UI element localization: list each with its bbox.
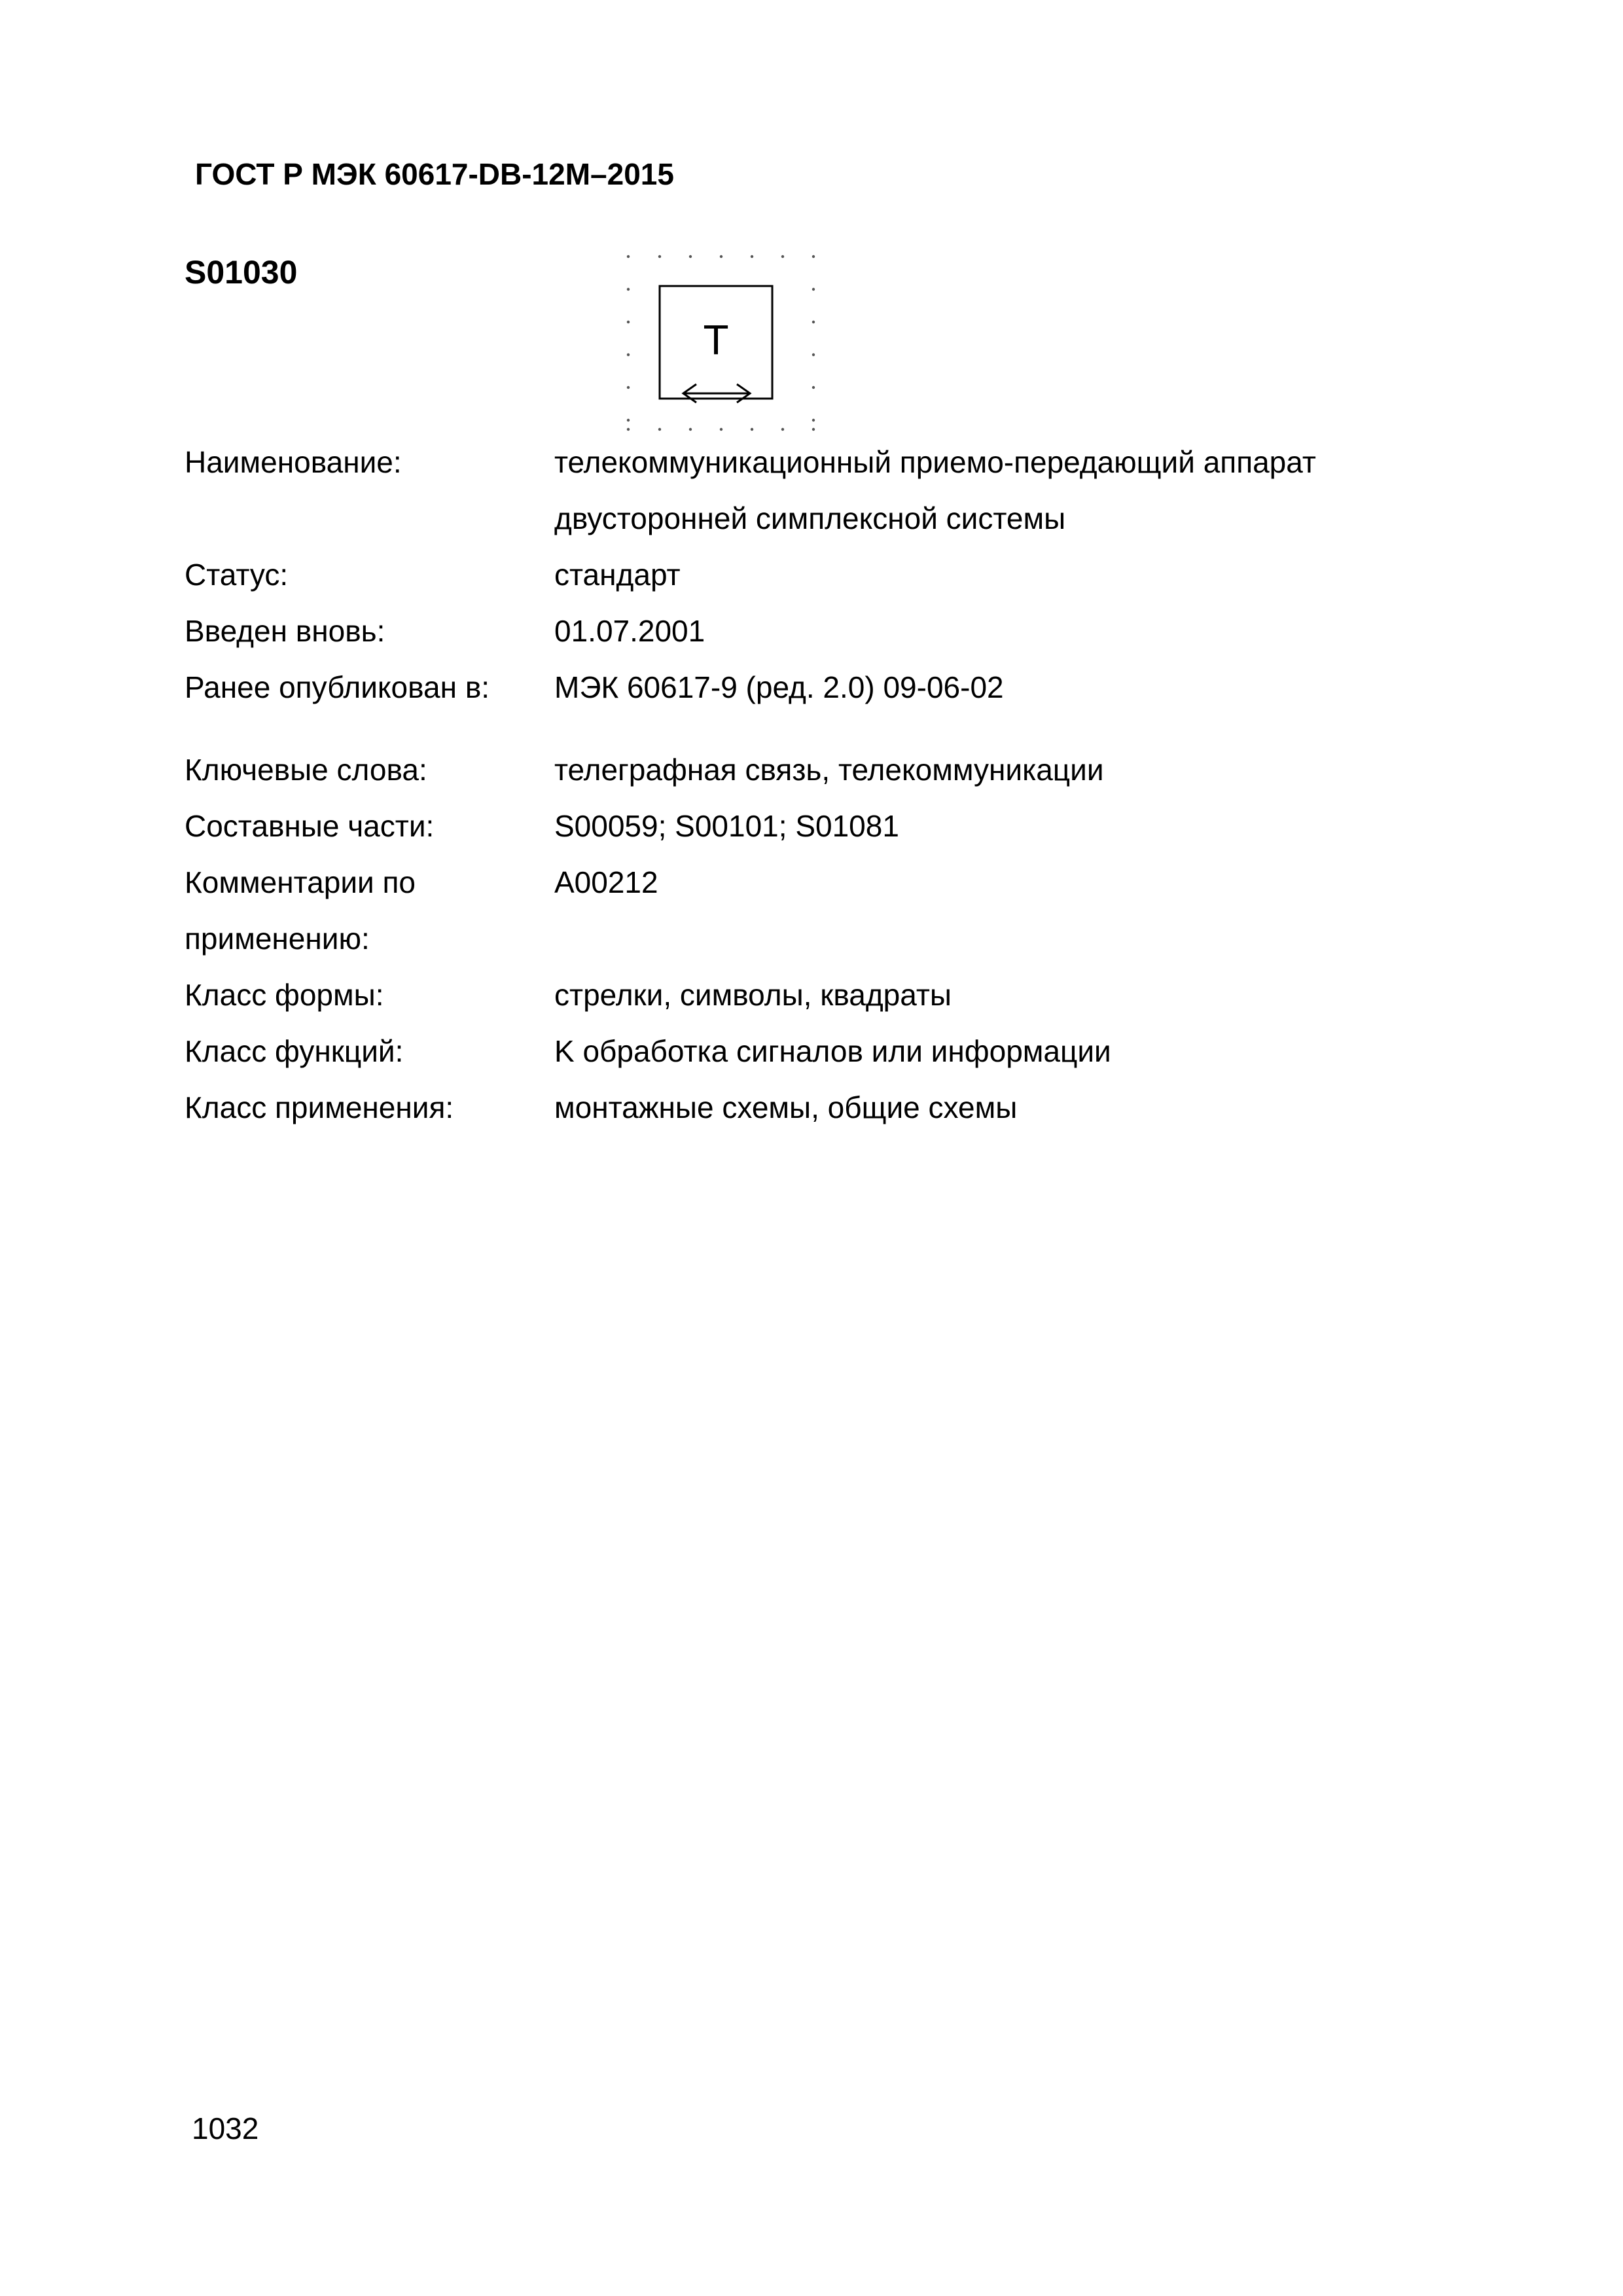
label-comments-line-1: Комментарии по (185, 865, 416, 899)
value-name-line-1: телекоммуникационный приемо-передающий аппарат (554, 445, 1316, 479)
value-comments: A00212 (554, 865, 658, 899)
properties-table (185, 0, 1493, 2296)
value-name-line-2: двусторонней симплексной системы (554, 501, 1066, 535)
value-components: S00059; S00101; S01081 (554, 809, 899, 843)
value-function-class: K обработка сигналов или информации (554, 1034, 1111, 1068)
label-components: Составные части: (185, 809, 435, 843)
value-keywords: телеграфная связь, телекоммуникации (554, 753, 1104, 787)
label-shape-class: Класс формы: (185, 978, 384, 1012)
label-application-class: Класс применения: (185, 1090, 454, 1124)
label-keywords: Ключевые слова: (185, 753, 427, 787)
symbol-letter: T (703, 316, 729, 363)
label-status: Статус: (185, 558, 289, 592)
label-function-class: Класс функций: (185, 1034, 404, 1068)
value-application-class: монтажные схемы, общие схемы (554, 1090, 1018, 1124)
page-number: 1032 (192, 2111, 259, 2145)
value-introduced: 01.07.2001 (554, 614, 705, 648)
value-status: стандарт (554, 558, 681, 592)
label-comments-line-2: применению: (185, 922, 370, 956)
label-introduced: Введен вновь: (185, 614, 385, 648)
label-published-in: Ранее опубликован в: (185, 670, 490, 704)
label-name: Наименование: (185, 445, 402, 479)
symbol-code: S01030 (185, 254, 298, 291)
value-published-in: МЭК 60617-9 (ред. 2.0) 09-06-02 (554, 670, 1004, 704)
value-shape-class: стрелки, символы, квадраты (554, 978, 952, 1012)
document-header: ГОСТ Р МЭК 60617-DB-12M–2015 (195, 157, 674, 191)
